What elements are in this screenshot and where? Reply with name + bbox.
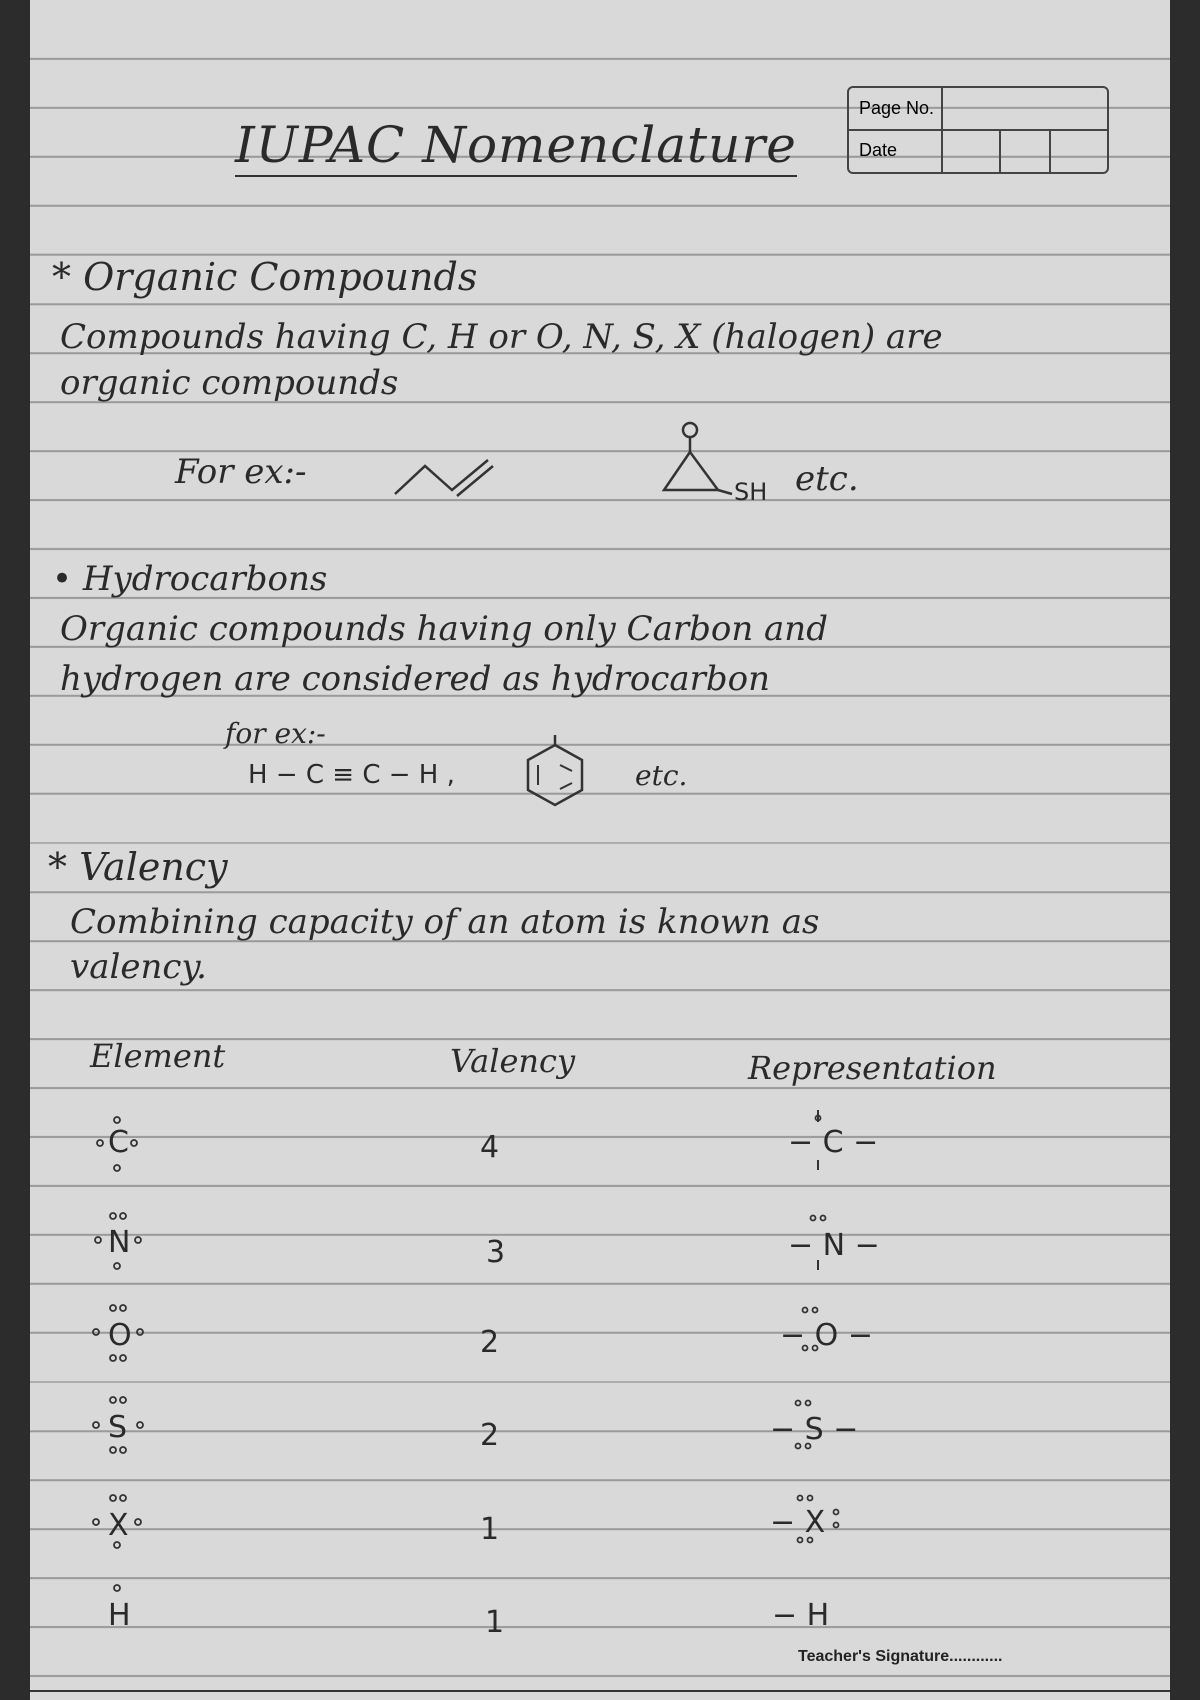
- table-row-valency: 3: [486, 1235, 506, 1270]
- table-row-representation: − S −: [770, 1412, 859, 1447]
- organic-example-etc: etc.: [795, 459, 859, 499]
- organic-example-label: For ex:-: [175, 452, 307, 492]
- hydrocarbons-line-2: hydrogen are considered as hydrocarbon: [60, 659, 771, 699]
- hydrocarbons-heading: • Hydrocarbons: [52, 559, 328, 599]
- page-bottom-border: [30, 1690, 1170, 1692]
- table-row-element: X: [108, 1508, 129, 1543]
- table-row-representation: − N −: [788, 1228, 880, 1263]
- table-row-element: H: [108, 1598, 131, 1633]
- notebook-page: [30, 0, 1170, 1700]
- table-row-valency: 2: [480, 1325, 500, 1360]
- organic-line-2: organic compounds: [60, 363, 399, 403]
- electron-dots-drawing: [30, 0, 1170, 1700]
- hydrocarbons-example-etc: etc.: [635, 759, 688, 792]
- hydrocarbons-line-1: Organic compounds having only Carbon and: [60, 609, 828, 649]
- column-header-representation: Representation: [748, 1049, 997, 1087]
- table-row-representation: − H: [772, 1598, 830, 1633]
- teacher-signature: Teacher's Signature............: [798, 1648, 1003, 1665]
- page-no-label: Page No.: [859, 98, 935, 118]
- organic-heading: * Organic Compounds: [52, 255, 478, 299]
- table-row-element: C: [108, 1125, 129, 1160]
- valency-heading: * Valency: [48, 845, 228, 889]
- table-row-valency: 1: [485, 1605, 505, 1640]
- page-title: IUPAC Nomenclature: [235, 118, 797, 177]
- table-row-valency: 2: [480, 1418, 500, 1453]
- table-row-element: O: [108, 1318, 132, 1353]
- table-row-representation: − C −: [788, 1125, 879, 1160]
- acetylene-formula: H − C ≡ C − H ,: [248, 760, 455, 790]
- organic-line-1: Compounds having C, H or O, N, S, X (halogen) are: [60, 317, 943, 357]
- valency-line-1: Combining capacity of an atom is known as: [70, 902, 820, 942]
- date-label: Date: [859, 140, 898, 160]
- table-row-valency: 1: [480, 1512, 500, 1547]
- sh-label: SH: [734, 478, 768, 506]
- table-row-element: N: [108, 1225, 131, 1260]
- valency-line-2: valency.: [70, 947, 207, 987]
- column-header-element: Element: [90, 1037, 226, 1075]
- table-row-representation: − X: [770, 1505, 826, 1540]
- table-row-representation: − O −: [780, 1318, 873, 1353]
- hydrocarbons-example-label: for ex:-: [225, 717, 326, 750]
- table-row-valency: 4: [480, 1130, 500, 1165]
- column-header-valency: Valency: [450, 1042, 576, 1080]
- table-row-element: S: [108, 1410, 128, 1445]
